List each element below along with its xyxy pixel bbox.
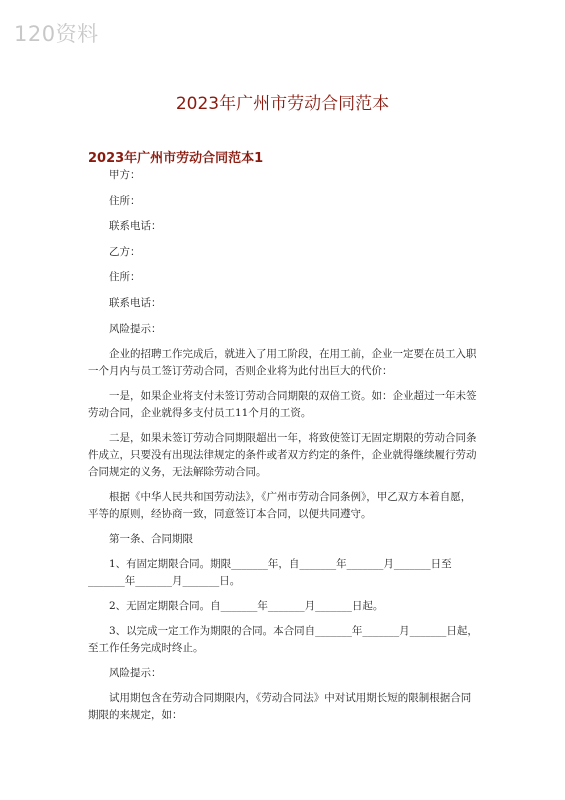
party-a-field: 甲方： xyxy=(109,169,141,181)
risk-notice-label: 风险提示： xyxy=(109,322,162,335)
risk-notice-label-2: 风险提示： xyxy=(109,667,162,680)
party-a-address-field: 住所： xyxy=(109,194,141,207)
paragraph-open-ended: 二是，如果未签订劳动合同期限超出一年，将致使签订无固定期限的劳动合同条件成立，只要没有出现法律规定的条件或者双方约定的条件，企业就得继续履行劳动合同规定的义务，无法解除劳动合同。 xyxy=(88,432,477,479)
paragraph-probation: 试用期包含在劳动合同期限内，《劳动合同法》中对试用期长短的限制根据合同期限的来规定，如： xyxy=(88,692,472,722)
document-body xyxy=(88,167,480,732)
watermark-logo: 120资料 xyxy=(14,22,99,46)
clause-task-term: 3、以完成一定工作为期限的合同。本合同自_______年_______月_______日起，至工作任务完成时终止。 xyxy=(88,625,478,655)
clause-fixed-term: 1、有固定期限合同。期限_______年，自_______年_______月_______日至_______年_______月_______日。 xyxy=(88,558,452,588)
clause-heading: 第一条、合同期限 xyxy=(109,533,193,546)
party-b-phone-field: 联系电话： xyxy=(109,296,162,309)
paragraph-legal-basis: 根据《中华人民共和国劳动法》，《广州市劳动合同条例》，甲乙双方本着自愿，平等的原则，经协商一致，同意签订本合同，以便共同遵守。 xyxy=(88,491,472,521)
document-title: 2023年广州市劳动合同范本 xyxy=(175,94,390,115)
paragraph-double-wage: 一是，如果企业将支付未签订劳动合同期限的双倍工资。如：企业超过一年未签劳动合同，企业就得多支付员工11个月的工资。 xyxy=(88,390,477,420)
party-b-field: 乙方： xyxy=(109,245,141,258)
party-a-phone-field: 联系电话： xyxy=(109,220,162,233)
section-title: 2023年广州市劳动合同范本1 xyxy=(88,150,264,166)
party-b-address-field: 住所： xyxy=(109,271,141,284)
clause-open-term: 2、无固定期限合同。自_______年_______月_______日起。 xyxy=(109,600,384,613)
paragraph-intro: 企业的招聘工作完成后，就进入了用工阶段，在用工前，企业一定要在员工入职一个月内与员工签订劳动合同，否则企业将为此付出巨大的代价： xyxy=(88,348,477,378)
